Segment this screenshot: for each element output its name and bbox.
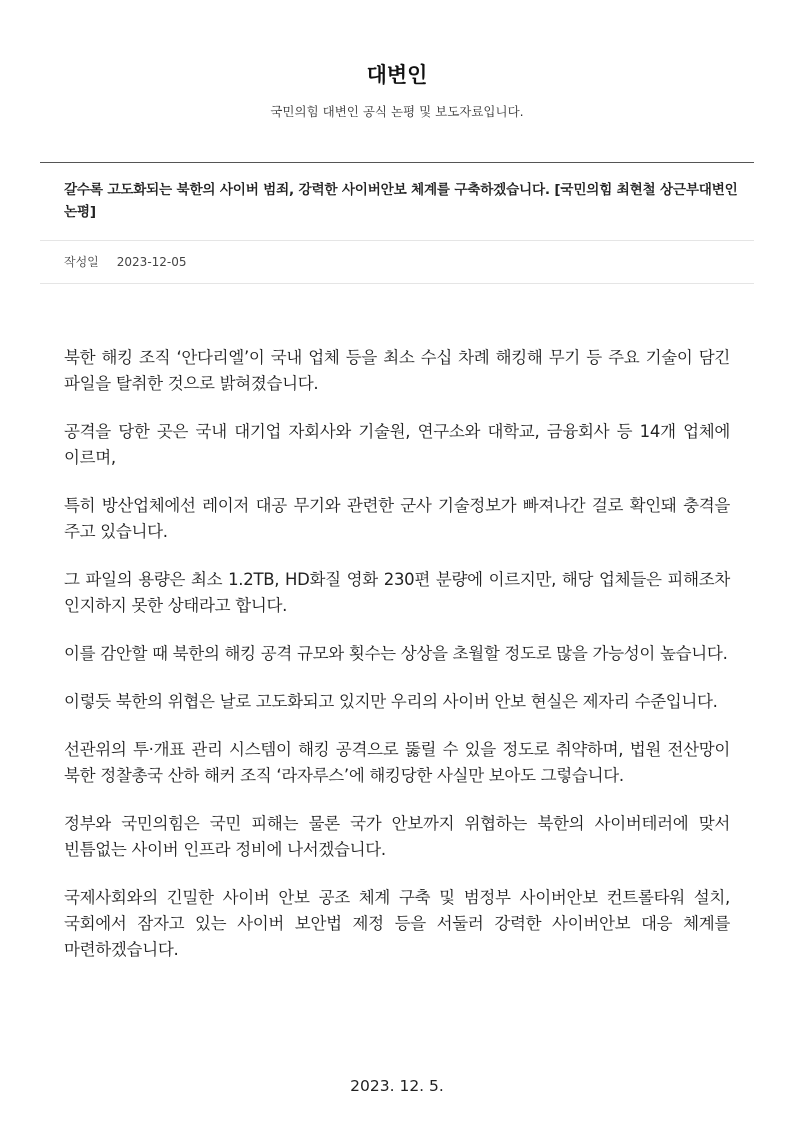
page-subtitle: 국민의힘 대변인 공식 논평 및 보도자료입니다. — [270, 104, 524, 119]
paragraph: 그 파일의 용량은 최소 1.2TB, HD화질 영화 230편 분량에 이르지만, 해당 업체들은 피해조차 인지하지 못한 상태라고 합니다. — [64, 570, 730, 615]
paragraph: 북한 해킹 조직 ‘안다리엘’이 국내 업체 등을 최소 수십 차례 해킹해 무기 등 주요 기술이 담긴 파일을 탈취한 것으로 밝혀졌습니다. — [64, 348, 730, 393]
date-value: 2023-12-05 — [116, 255, 187, 269]
paragraph: 선관위의 투·개표 관리 시스템이 해킹 공격으로 뚫릴 수 있을 정도로 취약하며, 법원 전산망이 북한 정찰총국 산하 해커 조직 ‘라자루스’에 해킹당한 사실만 보아도 그렇습니다. — [64, 740, 730, 785]
article-meta — [64, 253, 187, 271]
page-title: 대변인 — [366, 63, 428, 87]
title-divider — [40, 240, 754, 241]
article-title: 갈수록 고도화되는 북한의 사이버 범죄, 강력한 사이버안보 체계를 구축하겠습니다. [국민의힘 최현철 상근부대변인 논평] — [64, 182, 738, 220]
paragraph: 정부와 국민의힘은 국민 피해는 물론 국가 안보까지 위협하는 북한의 사이버테러에 맞서 빈틈없는 사이버 인프라 정비에 나서겠습니다. — [64, 814, 730, 859]
paragraph: 국제사회와의 긴밀한 사이버 안보 공조 체계 구축 및 범정부 사이버안보 컨트롤타워 설치, 국회에서 잠자고 있는 사이버 보안법 제정 등을 서둘러 강력한 사이버안보 대응 체계를 마련하겠습니다. — [64, 888, 730, 959]
paragraph: 특히 방산업체에선 레이저 대공 무기와 관련한 군사 기술정보가 빠져나간 걸로 확인돼 충격을 주고 있습니다. — [64, 496, 730, 541]
meta-divider — [40, 283, 754, 284]
header-divider — [40, 162, 754, 163]
paragraph: 공격을 당한 곳은 국내 대기업 자회사와 기술원, 연구소와 대학교, 금융회사 등 14개 업체에 이르며, — [64, 422, 730, 467]
date-label: 작성일 — [64, 255, 99, 269]
article-body — [64, 345, 730, 985]
paragraph: 이를 감안할 때 북한의 해킹 공격 규모와 횟수는 상상을 초월할 정도로 많을 가능성이 높습니다. — [64, 644, 728, 663]
paragraph: 이렇듯 북한의 위협은 날로 고도화되고 있지만 우리의 사이버 안보 현실은 제자리 수준입니다. — [64, 692, 718, 711]
article-footer-date: 2023. 12. 5. — [350, 1077, 444, 1095]
